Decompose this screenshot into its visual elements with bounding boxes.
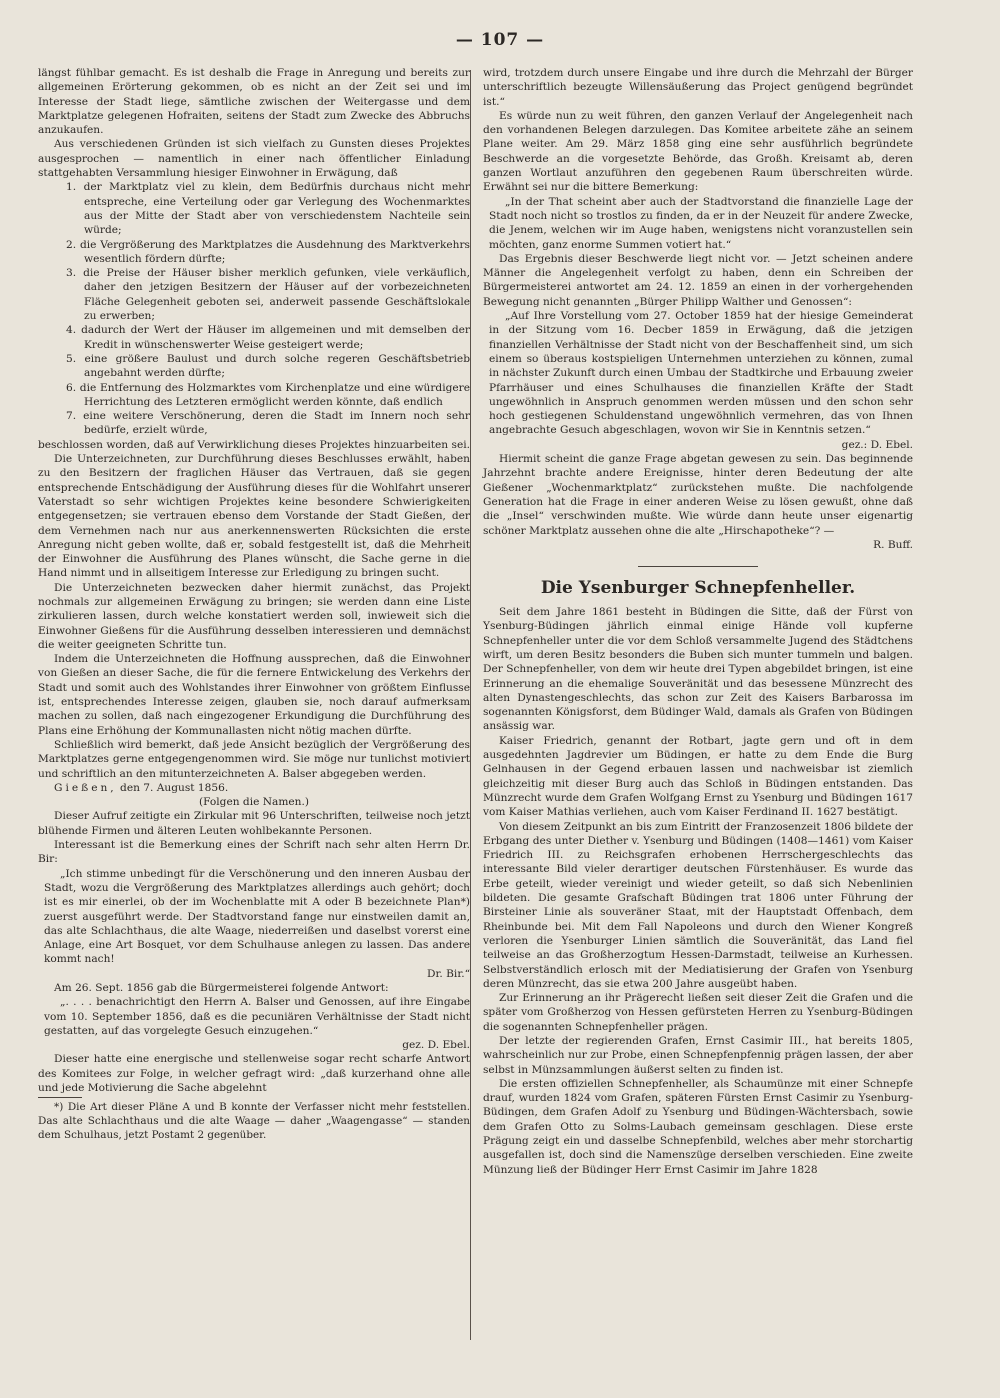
list-item: 6. die Entfernung des Holzmarktes vom Kirchenplatze und eine würdigere Herrichtung des Letzteren ermöglicht werden könnte, daß endlich xyxy=(66,381,470,408)
list-item: 7. eine weitere Verschönerung, deren die Stadt im Innern noch sehr bedürfe, erzielt würde, xyxy=(66,410,470,437)
quote: „. . . . benachrichtigt den Herrn A. Balser und Genossen, auf ihre Eingabe vom 10. September 1856, daß es die pecuniären Verhältnisse der Stadt nicht gestatten, auf das vorgelegte Gesuch einzugehen.“ xyxy=(44,996,470,1037)
paragraph: Schließlich wird bemerkt, daß jede Ansicht bezüglich der Vergrößerung des Marktplatzes gerne entgegengenommen wird. Sie möge nur tunlichst motiviert und schriftlich an den mitunterzeichneten A. Balser abgegeben werden. xyxy=(38,738,470,780)
paragraph: Das Ergebnis dieser Beschwerde liegt nicht vor. — Jetzt scheinen andere Männer die Angelegenheit verfolgt zu haben, denn ein Schreiben der Bürgermeisterei antwortet am 24. 12. 1859 an einen in der vorhergehenden Bewegung nicht genannten „Bürger Philipp Walther und Genossen“: xyxy=(483,252,913,308)
list-item: 4. dadurch der Wert der Häuser im allgemeinen und mit demselben der Kredit in wünschenswerter Weise gesteigert werde; xyxy=(66,324,470,351)
paragraph: Die Unterzeichneten bezwecken daher hiermit zunächst, das Projekt nochmals zur allgemeinen Erwägung zu bringen; sie werden dann eine Liste zirkulieren lassen, durch welche konstatiert werden soll, inwieweit sich die Einwohner Gießens für die Ausführung desselben interessieren und demnächst die weiter geeigneten Schritte tun. xyxy=(38,581,470,651)
page-number: — 107 — xyxy=(455,30,545,50)
paragraph: beschlossen worden, daß auf Verwirklichung dieses Projektes hinzuarbeiten sei. xyxy=(38,438,470,451)
paragraph: Die ersten offiziellen Schnepfenheller, als Schaumünze mit einer Schnepfe drauf, wurden 1824 vom Grafen, späteren Fürsten Ernst Casimir zu Ysenburg-Büdingen, dem Grafen Adolf zu Ysenburg und Büdingen-Wächtersbach, sowie dem Grafen Otto zu Solms-Laubach gemeinsam geschlagen. Diese erste Prägung zeigt ein und dasselbe Schnepfenbild, welches aber mehr storchartig ausgefallen ist, doch sind die Namenszüge derselben verschieden. Eine zweite Münzung ließ der Büdinger Herr Ernst Casimir im Jahre 1828 xyxy=(483,1077,913,1176)
list-item: 2. die Vergrößerung des Marktplatzes die Ausdehnung des Marktverkehrs wesentlich fördern dürfte; xyxy=(66,238,470,265)
footnote-rule xyxy=(38,1097,82,1098)
paragraph: Am 26. Sept. 1856 gab die Bürgermeisterei folgende Antwort: xyxy=(54,982,389,994)
paragraph: Die Unterzeichneten, zur Durchführung dieses Beschlusses erwählt, haben zu den Besitzern der fraglichen Häuser das Vertrauen, daß sie gegen entsprechende Entschädigung der Ausführung dieses für die Wohlfahrt unserer Vaterstadt so sehr wichtigen Projektes keine besondere Schwierigkeiten entgegensetzen; sie vertrauen ebenso dem Vorstande der Stadt Gießen, der dem Vernehmen nach nur aus anerkennenswerten Rücksichten die erste Anregung nicht geben wollte, daß er, sobald festgestellt ist, daß die Mehrheit der Einwohner die Ausführung des Planes wünscht, die Sache gerne in die Hand nimmt und in allseitigem Interesse zur Erledigung zu bringen sucht. xyxy=(38,453,470,580)
quote-signature: gez. D. Ebel. xyxy=(402,1039,470,1052)
paragraph: Dieser Aufruf zeitigte ein Zirkular mit 96 Unterschriften, teilweise noch jetzt blühende Firmen und älteren Leuten wohlbekannte Personen. xyxy=(38,810,470,837)
author-signature: R. Buff. xyxy=(873,538,913,551)
footnote: *) Die Art dieser Pläne A und B konnte der Verfasser nicht mehr feststellen. Das alte Schlachthaus und die alte Waage — daher „Waagengasse“ — standen dem Schulhaus, jetzt Postamt 2 gegenüber. xyxy=(38,1101,470,1142)
right-column xyxy=(483,66,913,1177)
paragraph: Aus verschiedenen Gründen ist sich vielfach zu Gunsten dieses Projektes ausgesprochen — namentlich in einer nach öffentlicher Einladung stattgehabten Versammlung hiesiger Einwohner in Erwägung, daß xyxy=(38,138,470,180)
paragraph: Von diesem Zeitpunkt an bis zum Eintritt der Franzosenzeit 1806 bildete der Erbgang des unter Diether v. Ysenburg und Büdingen (1408—1461) vom Kaiser Friedrich III. zu Reichsgrafen erhobenen Herrschergeschlechts das interessante Bild vieler derartiger deutschen Fürstenhäuser. Es wurde das Erbe geteilt, wieder vereinigt und wieder geteilt, so daß sich Nebenlinien bildeten. Die gesamte Grafschaft Büdingen trat 1806 unter Führung der Birsteiner Linie als souveräner Staat, mit der Hauptstadt Offenbach, dem Rheinbunde bei. Mit dem Fall Napoleons und durch den Wiener Kongreß verloren die Ysenburger Linien sämtlich die Souveränität, das Land fiel teilweise an das Großherzogtum Hessen-Darmstadt, teilweise an Kurhessen. Selbstverständlich erlosch mit der Mediatisierung der Grafen von Ysenburg deren Münzrecht, das sie etwa 200 Jahre ausgeübt haben. xyxy=(483,820,913,990)
quote: „Auf Ihre Vorstellung vom 27. October 1859 hat der hiesige Gemeinderat in der Sitzung vom 16. Decber 1859 in Erwägung, daß die jetzigen finanziellen Verhältnisse der Stadt nicht von der Beschaffenheit sind, um sich einem so überaus kostspieligen Unternehmen unterziehen zu können, zumal in nächster Zukunft durch einen Umbau der Stadtkirche und Erbauung zweier Pfarrhäuser und eines Schulhauses die finanziellen Kräfte der Stadt ungewöhnlich in Anspruch genommen werden müssen und den schon sehr hoch gestiegenen Schuldenstand ungewöhnlich vermehren, das von Ihnen angebrachte Gesuch abgeschlagen, wovon wir Sie in Kenntnis setzen.“ xyxy=(489,310,913,437)
column-divider xyxy=(470,70,471,1340)
list-item: 1. der Marktplatz viel zu klein, dem Bedürfnis durchaus nicht mehr entspreche, eine Verteilung oder gar Verlegung des Wochenmarktes aus der Mitte der Stadt aber von verschiedenstem Nachteile sein würde; xyxy=(66,181,470,237)
quote: „Ich stimme unbedingt für die Verschönerung und den inneren Ausbau der Stadt, wozu die Vergrößerung des Marktplatzes allerdings auch gehört; doch ist es mir einerlei, ob der im Wochenblatte mit A oder B bezeichnete Plan*) zuerst ausgeführt werde. Der Stadtvorstand fange nur einstweilen damit an, das alte Schlachthaus, die alte Waage, niederreißen und daselbst vorerst eine Anlage, eine Art Bosquet, vor dem Schulhause anlegen zu lassen. Das andere kommt nach! xyxy=(44,867,470,966)
list-item: 5. eine größere Baulust und durch solche regeren Geschäftsbetrieb angebahnt werden dürfte; xyxy=(66,352,470,380)
paragraph: Indem die Unterzeichneten die Hoffnung aussprechen, daß die Einwohner von Gießen an dieser Sache, die für die fernere Entwickelung des Verkehrs der Stadt und somit auch des Wohlstandes ihrer Einwohner von größtem Einflusse ist, entsprechendes Interesse zeigen, glauben sie, noch darauf aufmerksam machen zu sollen, daß nach eingezogener Erkundigung die Durchführung des Plans eine Erhöhung der Kommunallasten nicht nötig machen dürfte. xyxy=(38,653,470,737)
dateline-place: Gießen, xyxy=(54,781,117,794)
quote-signature: gez.: D. Ebel. xyxy=(841,438,913,451)
paragraph: Seit dem Jahre 1861 besteht in Büdingen die Sitte, daß der Fürst von Ysenburg-Büdingen jährlich einmal einige Hände voll kupferne Schnepfenheller unter die vor dem Schloß versammelte Jugend des Städtchens wirft, um deren Besitz besonders die Buben sich munter tummeln und balgen. Der Schnepfenheller, von dem wir heute drei Typen abgebildet bringen, ist eine Erinnerung an die ehemalige Souveränität und das besessene Münzrecht des alten Dynastengeschlechts, das schon zur Zeit des Kaisers Barbarossa im sogenannten Königsforst, dem Büdinger Wald, damals als Grafen von Büdingen ansässig war. xyxy=(483,606,913,733)
quote-signature: Dr. Bir.“ xyxy=(427,967,470,980)
dateline xyxy=(38,781,470,795)
article-separator xyxy=(638,566,758,567)
quote: „In der That scheint aber auch der Stadtvorstand die finanzielle Lage der Stadt noch nicht so trostlos zu finden, da er in der Neuzeit für andere Zwecke, die Jenem, welchen wir im Auge haben, wenigstens nicht voranzustellen sein möchten, ganz enorme Summen votiert hat.“ xyxy=(489,195,913,251)
numbered-list xyxy=(38,180,470,437)
list-item: 3. die Preise der Häuser bisher merklich gefunken, viele verkäuflich, daher den jetzigen Besitzern der Häuser auf der vorbezeichneten Fläche Gelegenheit geboten sei, anderweit passende Geschäftslokale zu erwerben; xyxy=(66,267,470,323)
signatories-note: (Folgen die Namen.) xyxy=(199,796,309,809)
paragraph: Interessant ist die Bemerkung eines der Schrift nach sehr alten Herrn Dr. Bir: xyxy=(38,839,470,866)
paragraph: längst fühlbar gemacht. Es ist deshalb die Frage in Anregung und bereits zur allgemeinen Erörterung gekommen, ob es nicht an der Zeit sei und im Interesse der Stadt liege, sämtliche zwischen der Weitergasse und dem Marktplatze gelegenen Hofraiten, seitens der Stadt zum Zwecke des Abbruchs anzukaufen. xyxy=(38,67,470,137)
paragraph: Hiermit scheint die ganze Frage abgetan gewesen zu sein. Das beginnende Jahrzehnt brachte andere Ereignisse, hinter deren Bedeutung der alte Gießener „Wochenmarktplatz“ zurückstehen mußte. Die nachfolgende Generation hat die Frage in einer anderen Weise zu lösen gewußt, ohne daß die „Insel“ verschwinden mußte. Wie würde dann heute unser eigenartig schöner Marktplatz aussehen ohne die alte „Hirschapotheke“? — xyxy=(483,453,913,537)
paragraph: Dieser hatte eine energische und stellenweise sogar recht scharfe Antwort des Komitees zur Folge, in welcher gefragt wird: „daß kurzerhand ohne alle und jede Motivierung die Sache abgelehnt xyxy=(38,1053,470,1095)
paragraph: Zur Erinnerung an ihr Prägerecht ließen seit dieser Zeit die Grafen und die später vom Großherzog von Hessen gefürsteten Herren zu Ysenburg-Büdingen die sogenannten Schnepfenheller prägen. xyxy=(483,992,913,1033)
left-column xyxy=(38,66,470,1142)
paragraph: Es würde nun zu weit führen, den ganzen Verlauf der Angelegenheit nach den vorhandenen Belegen darzulegen. Das Komitee arbeitete zähe an seinem Plane weiter. Am 29. März 1858 ging eine sehr ausführlich begründete Beschwerde an die vorgesetzte Behörde, das Großh. Kreisamt ab, deren ganzen Wortlaut anzuführen den gegebenen Raum überschreiten würde. Erwähnt sei nur die bittere Bemerkung: xyxy=(483,109,913,194)
dateline-date: den 7. August 1856. xyxy=(120,781,229,794)
paragraph: wird, trotzdem durch unsere Eingabe und ihre durch die Mehrzahl der Bürger unterschriftlich bezeugte Willensäußerung das Project genügend begründet ist.“ xyxy=(483,67,913,108)
paragraph: Der letzte der regierenden Grafen, Ernst Casimir III., hat bereits 1805, wahrscheinlich nur zur Probe, einen Schnepfenpfennig prägen lassen, der aber selbst in Münzsammlungen äußerst selten zu finden ist. xyxy=(483,1035,913,1076)
paragraph: Kaiser Friedrich, genannt der Rotbart, jagte gern und oft in dem ausgedehnten Jagdrevier um Büdingen, er hatte zu dem Ende die Burg Gelnhausen in der Gegend erbauen lassen und nachweisbar ist ziemlich gleichzeitig mit dieser Burg auch das Schloß in Büdingen entstanden. Das Münzrecht wurde dem Grafen Wolfgang Ernst zu Ysenburg und Büdingen 1617 vom Kaiser Mathias verliehen, auch vom Kaiser Ferdinand II. 1627 bestätigt. xyxy=(483,734,913,819)
article-title: Die Ysenburger Schnepfenheller. xyxy=(540,578,856,599)
